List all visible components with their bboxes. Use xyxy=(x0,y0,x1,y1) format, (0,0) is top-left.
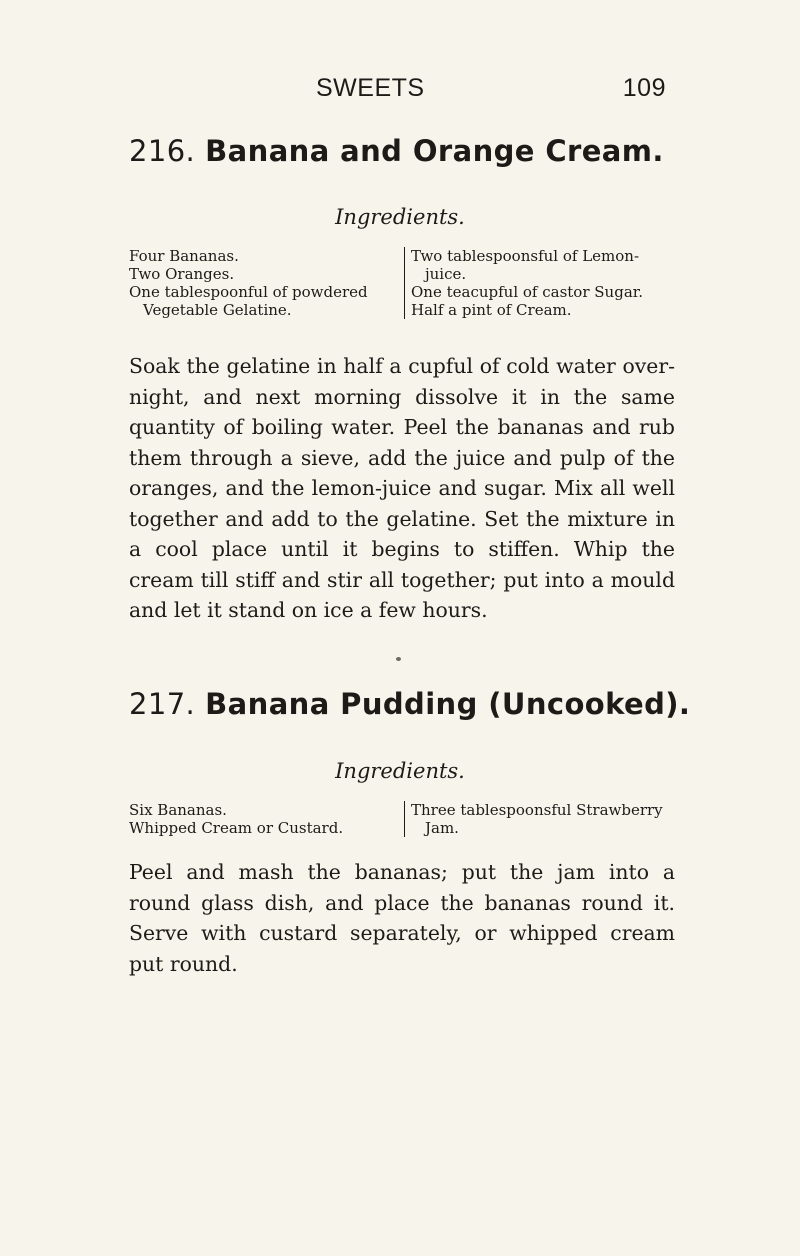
ingredients-heading: Ingredients. xyxy=(335,759,465,783)
ingredients-left-column xyxy=(129,801,404,837)
ingredient-item: Four Bananas. xyxy=(129,247,239,265)
ingredient-item: Two Oranges. xyxy=(129,265,235,283)
ingredient-item: Half a pint of Cream. xyxy=(411,301,572,319)
page-number: 109 xyxy=(622,74,666,102)
section-title: SWEETS xyxy=(316,74,425,102)
ingredients-right-column xyxy=(404,247,679,319)
recipe-instructions: Soak the gelatine in half a cupful of cold water overnight, and next morning dissolve it in the same quantity of boiling water. Peel the bananas and rub them through a sieve, add the juice and pulp of the oranges, and the lemon-juice and sugar. Mix all well together and add to the gelatine. Set the mixture in a cool place until it begins to stiffen. Whip the cream till stiff and stir all together; put into a mould and let it stand on ice a few hours. xyxy=(129,354,675,622)
ingredients-list xyxy=(129,801,679,837)
recipe-name: Banana Pudding (Uncooked). xyxy=(205,687,691,721)
recipe-title-216 xyxy=(129,134,664,168)
ingredient-item: One teacupful of castor Sugar. xyxy=(411,283,644,301)
ingredients-left-column xyxy=(129,247,404,319)
ingredients-right-column xyxy=(404,801,679,837)
ingredients-list xyxy=(129,247,679,319)
ingredient-item: Whipped Cream or Custard. xyxy=(129,819,344,837)
recipe-name: Banana and Orange Cream. xyxy=(205,134,664,168)
recipe-number: 217. xyxy=(129,687,196,721)
print-speck xyxy=(396,657,401,661)
recipe-instructions: Peel and mash the bananas; put the jam into a round glass dish, and place the bananas round it. Serve with custard separately, or whipped cream put round. xyxy=(129,860,675,976)
ingredients-heading: Ingredients. xyxy=(335,205,465,229)
ingredient-item: Three tablespoonsful Strawberry Jam. xyxy=(411,801,663,837)
ingredient-item: Two tablespoonsful of Lemon-juice. xyxy=(411,247,640,283)
recipe-title-217 xyxy=(129,687,690,721)
ingredient-item: Six Bananas. xyxy=(129,801,227,819)
ingredient-item: One tablespoonful of powdered Vegetable Gelatine. xyxy=(129,283,368,319)
recipe-number: 216. xyxy=(129,134,196,168)
running-head xyxy=(126,74,666,114)
